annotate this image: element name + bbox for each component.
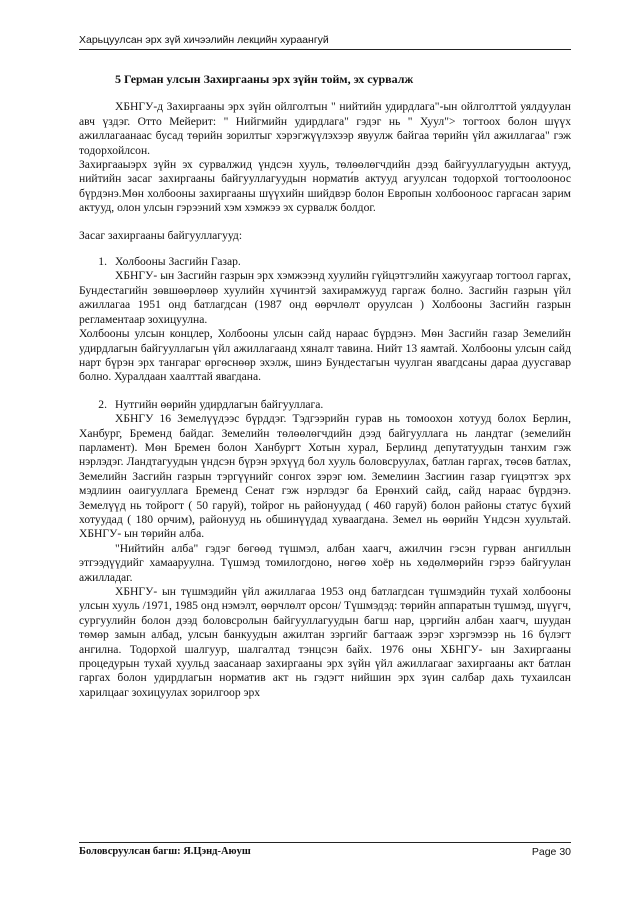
page-body (79, 72, 571, 700)
section-title: 5 Герман улсын Захиргааны эрх зүйн тойм, эх сурвалж (115, 72, 414, 86)
page-number: Page 30 (531, 846, 571, 858)
footer-author: Боловсруулсан багш: Я.Цэнд-Аюуш (79, 846, 251, 857)
list-title-1: Холбооны Засгийн Газар. (115, 255, 241, 269)
item1-paragraph-1: ХБНГУ- ын Засгийн газрын эрх хэмжээнд хуулийн гүйцэтгэлийн хажуугаар тогтоол гаргах, Бундестагийн зөвшөөрлөөр хуулийн хүчинтэй захирамжууд гаргаж болно. Засгийн газрын үйл ажиллагаа 1951 онд батлагдсан (1987 онд өөрчлөлт оруулсан ) Холбооны Засгийн газрын регламентаар зохицуулна. (79, 269, 571, 326)
intro-paragraph-2: Захиргааыэрх зүйн эх сурвалжид үндсэн хууль, төлөөлөгчдийн дээд байгууллагуудын актууд, нийтийн засаг захиргааны байгууллагуудын нормати́в актууд агуулсан тодорхой тогтоолоонос бүрдэнэ.Мөн холбооны захиргааны шүүхийн шийдвэр болон Европын холбооноос гаргасан зарим актууд, олон улсын гэрээний хэм хэмжээ эх сурвалж болдог. (79, 158, 571, 215)
list-item-2 (79, 398, 571, 412)
list-item-1 (79, 255, 571, 269)
intro-paragraph-3: Засаг захиргааны байгууллагууд: (79, 228, 243, 242)
list-number-2: 2. (98, 397, 107, 411)
item1-paragraph-2: Холбооны улсын концлер, Холбооны улсын сайд нараас бүрдэнэ. Мөн Засгийн газар Земелийн удирдлагын байгууллагын үйл ажиллагаанд хяналт тавина. Нийт 13 яамтай. Холбооны улсын сайд нарт бүрэн эрх тангараг өргөснөөр эхэлж, шинэ Бундестагын чуулган явагдсаны дараа дуусгавар болно. Хуралдаан хаалттай явагдана. (79, 327, 571, 384)
item2-paragraph-2: "Нийтийн алба" гэдэг бөгөөд түшмэл, албан хаагч, ажилчин гэсэн гурван ангиллын этгээдүүдийг хамааруулна. Түшмэд томилогдоно, нөгөө хоёр нь хөдөлмөрийн гэрээ байгуулан ажилладаг. (79, 541, 571, 584)
intro-paragraph-1: ХБНГУ-д Захиргааны эрх зүйн ойлголтын " нийтийн удирдлага"-ын ойлголттой уялдуулан авч үздэг. Отто Мейерит: " Нийгмийн удирдлага" гэдэг нь " Хуул"> тогтоох болон шүүх ажиллагаанаас бусад төрийн зорилтыг хэрэгжүүлэхээр явуулж байгаа төрийн үйл ажиллагаа" гэж тодорхойлсон. (79, 100, 571, 157)
item2-paragraph-3: ХБНГУ- ын түшмэдийн үйл ажиллагаа 1953 онд батлагдсан түшмэдийн тухай холбооны улсын хууль /1971, 1985 онд нэмэлт, өөрчлөлт орсон/ Түшмэдэд: төрийн аппаратын түшмэд, шүүгч, сургуулийн болон дээд боловсролын байгууллагуудын багш нар, цэргийн албан хаагч, шуудан төмөр замын албад, улсын банкуудын ажилтан зэргийг багтааж зэрэг хэргэмээр нь 16 бүлэгт ангилна. Тодорхой шалгуур, шалгалтад тэнцсэн байх. 1976 оны ХБНГУ- ын Захиргааны процедурын тухай хуульд заасанаар захиргааны эрх зүйн үйл ажиллагааг захиргааны акт батлан гаргах болон удирдлагын норматив акт нь гэдэгт нийшин эрх зүин салбар дахь тухаилсан харилцааг зохицуулах зорилгоор эрх (79, 585, 571, 699)
list-number-1: 1. (98, 255, 107, 269)
item2-paragraph-1: ХБНГУ 16 Земелүүдээс бүрддэг. Тэдгээрийн гурав нь томоохон хотууд болох Берлин, Ханбург, Бременд байдаг. Земелийн төлөөлөгчдийн дээд байгууллага нь ландтаг (земелийн парламент). Мөн Бремен болон Ханбургт Хотын хурал, Берлинд депутатуудын танхим гэж нэрлэдэг. Ландтагуудын үндсэн бүрэн эрхүүд бол хууль боловсруулах, батлан гаргах, төсөв батлах, Земелийн Засгийн газрын тэргүүнийг сонгох зэрэг юм. Земелиин Засгиин газар гүицэтгэх эрх мэдлиин оаигууллага Бременд Сенат гэж нэрлэдэг ба Ерөнхий сайд, сайд нараас бүрдэнэ. Земелүүд нь тойрогт ( 50 гаруй), тойрог нь районуудад ( 460 гаруй) болон районы статус бүхий хотуудад ( 180 орчим), районууд нь обшинүүдад хуваагдана. Земел нь өөрийн Үндсэн хуультай. ХБНГУ- ын төрийн алба. (79, 412, 571, 541)
list-title-2: Нутгийн өөрийн удирдлагын байгууллага. (115, 397, 324, 411)
running-header: Харьцуулсан эрх зүй хичээлийн лекцийн хураангуй (79, 34, 571, 50)
page-footer (79, 842, 571, 858)
